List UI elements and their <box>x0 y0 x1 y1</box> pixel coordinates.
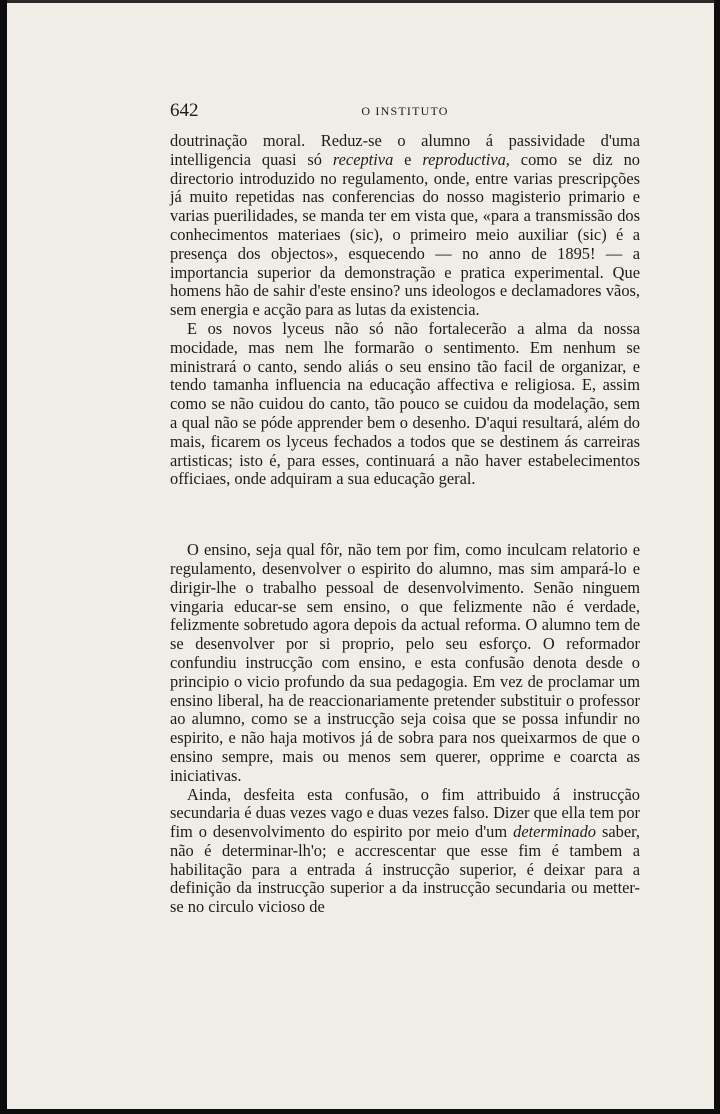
paragraph-4 <box>170 786 640 918</box>
section-gap <box>170 489 640 541</box>
scan-edge-bottom <box>0 1109 720 1114</box>
paragraph-1-text-b: e <box>393 149 423 169</box>
scan-edge-right <box>714 0 720 1114</box>
page-header <box>170 100 640 122</box>
paragraph-1-italic-a: receptiva <box>332 149 394 169</box>
scan-edge-left <box>0 0 7 1114</box>
paragraph-1 <box>170 132 640 320</box>
paragraph-1-italic-b: reproductiva, <box>422 149 510 169</box>
page-number: 642 <box>170 100 199 121</box>
paragraph-4-italic: determinado <box>513 822 596 842</box>
page-body <box>170 132 640 917</box>
paragraph-2: E os novos lyceus não só não fortalecerão a alma da nossa mocidade, mas nem lhe formarão o sentimento. Em nenhum se ministrará o canto, sendo aliás o seu ensino tão facil de organizar, e tendo tamanha influencia na educação affectiva e religiosa. E, assim como se não cuidou do canto, tão pouco se cuidou da modelação, sem a qual não se póde apprender bem o desenho. D'aqui resultará, além do mais, ficarem os lyceus fechados a todos que se destinem ás carreiras artisticas; isto é, para esses, continuará a não haver estabelecimentos officiaes, onde adquiram a sua educação geral. <box>170 318 640 489</box>
paragraph-3: O ensino, seja qual fôr, não tem por fim, como inculcam relatorio e regulamento, desenvolver o espirito do alumno, mas sim ampará-lo e dirigir-lhe o trabalho pessoal de desenvolvimento. Senão ninguem vingaria educar-se sem ensino, o que felizmente não é verdade, felizmente sobretudo agora depois da actual reforma. O alumno tem de se desenvolver por si proprio, pelo seu esforço. O reformador confundiu instrucção com ensino, e esta confusão denota desde o principio o vicio profundo da sua pedagogia. Em vez de proclamar um ensino liberal, ha de reaccionariamente pretender substituir o professor ao alumno, como se a instrucção seja coisa que se possa infundir no espirito, e não haja motivos já de sobra para nos queixarmos de que o ensino sempre, mais ou menos sem querer, opprime e coarcta as iniciativas. <box>170 540 640 785</box>
paragraph-1-text-c: como se diz no directorio introduzido no regulamento, onde, entre varias prescripções já muito repetidas nas conferencias do nosso magisterio primario e varias puerilidades, se manda ter em vista que, «para a transmissão dos conhecimentos materiaes (sic), o primeiro meio auxiliar (sic) é a presença dos objectos», esquecendo — no anno de 1895! — a importancia superior da demonstração e pratica experimental. Que homens hão de sahir d'este ensino? uns ideologos e declamadores vãos, sem energia e acção para as lutas da existencia. <box>170 149 640 320</box>
paragraph-1-text-a: doutrinação moral. Reduz-se o alumno á passividade d'uma intelligencia quasi só <box>170 131 640 169</box>
scan-edge-top <box>0 0 720 3</box>
paragraph-4-text-a: Ainda, desfeita esta confusão, o fim attribuido á instrucção secundaria é duas vezes vago e duas vezes falso. Dizer que ella tem por fim o desenvolvimento do espirito por meio d'um <box>170 784 640 842</box>
running-head: O INSTITUTO <box>361 104 449 118</box>
paragraph-4-text-b: saber, não é determinar-lh'o; e accrescentar que esse fim é tambem a habilitação para a entrada á instrucção superior, é deixar para a definição da instrucção superior a da instrucção secundaria ou metter-se no circulo vicioso de <box>170 822 640 917</box>
